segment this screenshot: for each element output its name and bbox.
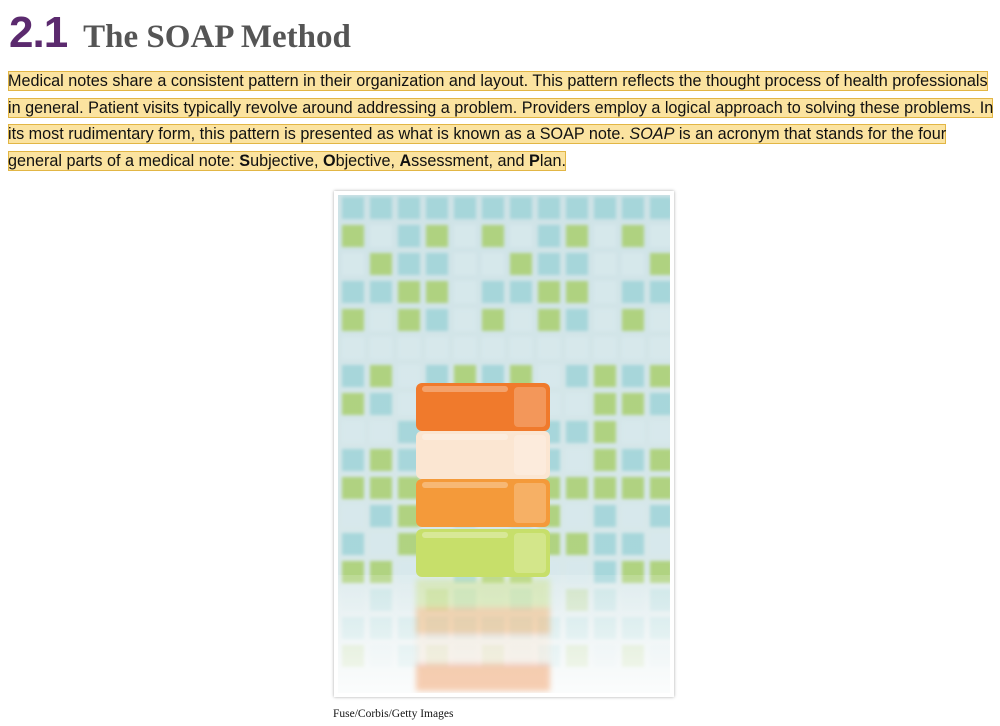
mosaic-tile — [622, 365, 644, 387]
mosaic-tile — [650, 393, 670, 415]
mosaic-tile — [370, 225, 392, 247]
mosaic-tile — [426, 337, 448, 359]
mosaic-tile — [454, 225, 476, 247]
mosaic-tile — [510, 281, 532, 303]
mosaic-tile — [398, 281, 420, 303]
word-subjective-rest: ubjective, — [250, 151, 323, 170]
soap-bar — [416, 529, 550, 577]
mosaic-tile — [426, 309, 448, 331]
mosaic-tile — [342, 281, 364, 303]
mosaic-tile — [370, 281, 392, 303]
mosaic-tile — [370, 337, 392, 359]
mosaic-tile — [622, 225, 644, 247]
mosaic-tile — [510, 253, 532, 275]
mosaic-tile — [538, 309, 560, 331]
mosaic-tile — [622, 337, 644, 359]
letter-p: P — [529, 151, 540, 170]
mosaic-tile — [482, 281, 504, 303]
mosaic-tile — [342, 533, 364, 555]
mosaic-tile — [594, 449, 616, 471]
section-title: The SOAP Method — [83, 19, 351, 55]
word-objective-rest: bjective, — [335, 151, 400, 170]
soap-bar — [416, 383, 550, 431]
soap-bar-shine — [422, 532, 508, 538]
mosaic-tile — [510, 337, 532, 359]
mosaic-tile — [342, 197, 364, 219]
mosaic-tile — [370, 477, 392, 499]
mosaic-tile — [566, 309, 588, 331]
mosaic-tile — [566, 505, 588, 527]
mosaic-tile — [482, 225, 504, 247]
mosaic-tile — [566, 281, 588, 303]
mosaic-tile — [538, 197, 560, 219]
photo-illustration — [338, 195, 670, 693]
mosaic-tile — [594, 477, 616, 499]
soap-bar-shine — [422, 386, 508, 392]
mosaic-tile — [342, 225, 364, 247]
mosaic-tile — [622, 393, 644, 415]
mosaic-tile — [398, 253, 420, 275]
paragraph-text-2: is an acronym that stands for the four general parts of a medical note: — [8, 125, 947, 170]
mosaic-tile — [566, 197, 588, 219]
mosaic-tile — [566, 449, 588, 471]
mosaic-tile — [650, 533, 670, 555]
soap-bar-shine — [422, 482, 508, 488]
mosaic-tile — [566, 337, 588, 359]
mosaic-tile — [398, 309, 420, 331]
mosaic-tile — [650, 309, 670, 331]
mosaic-tile — [622, 197, 644, 219]
mosaic-tile — [566, 421, 588, 443]
mosaic-tile — [398, 365, 420, 387]
mosaic-tile — [510, 309, 532, 331]
mosaic-tile — [398, 337, 420, 359]
mosaic-tile — [566, 253, 588, 275]
mosaic-tile — [538, 253, 560, 275]
mosaic-tile — [594, 253, 616, 275]
mosaic-tile — [482, 337, 504, 359]
mosaic-tile — [454, 253, 476, 275]
soap-bar-side — [514, 533, 546, 573]
mosaic-tile — [622, 421, 644, 443]
highlighted-paragraph[interactable] — [8, 68, 996, 174]
soap-bar — [416, 479, 550, 527]
mosaic-tile — [566, 533, 588, 555]
mosaic-tile — [398, 225, 420, 247]
mosaic-tile — [650, 197, 670, 219]
mosaic-tile — [650, 505, 670, 527]
mosaic-tile — [454, 337, 476, 359]
mosaic-tile — [482, 197, 504, 219]
mosaic-tile — [622, 533, 644, 555]
soap-bars-photo — [334, 191, 674, 697]
mosaic-tile — [370, 309, 392, 331]
mosaic-tile — [594, 393, 616, 415]
mosaic-tile — [426, 225, 448, 247]
letter-a: A — [399, 151, 412, 170]
mosaic-tile — [342, 309, 364, 331]
mosaic-tile — [510, 225, 532, 247]
mosaic-tile — [650, 449, 670, 471]
photo-credit: Fuse/Corbis/Getty Images — [333, 708, 454, 720]
mosaic-tile — [342, 337, 364, 359]
section-number: 2.1 — [9, 8, 68, 57]
mosaic-tile — [594, 505, 616, 527]
mosaic-tile — [566, 365, 588, 387]
mosaic-tile — [622, 253, 644, 275]
mosaic-tile — [426, 281, 448, 303]
mosaic-tile — [426, 253, 448, 275]
mosaic-tile — [622, 505, 644, 527]
mosaic-tile — [342, 477, 364, 499]
mosaic-tile — [342, 393, 364, 415]
mosaic-tile — [454, 309, 476, 331]
mosaic-tile — [538, 281, 560, 303]
mosaic-tile — [622, 477, 644, 499]
mosaic-tile — [594, 281, 616, 303]
mosaic-tile — [482, 309, 504, 331]
mosaic-tile — [650, 477, 670, 499]
mosaic-tile — [594, 197, 616, 219]
mosaic-tile — [594, 225, 616, 247]
soap-bar-side — [514, 435, 546, 475]
mosaic-tile — [538, 337, 560, 359]
section-heading — [9, 8, 351, 58]
mosaic-tile — [594, 365, 616, 387]
mosaic-tile — [622, 449, 644, 471]
mosaic-tile — [650, 253, 670, 275]
mosaic-tile — [454, 197, 476, 219]
soap-bar — [416, 431, 550, 479]
mosaic-tile — [594, 533, 616, 555]
paragraph-text-1: Medical notes share a consistent pattern in their organization and layout. This pattern reflects the thought process of health professionals in general. Patient visits typically revolve around addressing a problem. Providers employ a logical approach to solving these problems. In its most rudimentary form, this pattern is presented as what is known as a SOAP note. — [8, 72, 994, 143]
mosaic-tile — [622, 281, 644, 303]
mosaic-tile — [454, 281, 476, 303]
mosaic-tile — [650, 421, 670, 443]
letter-s: S — [239, 151, 251, 170]
mosaic-tile — [370, 505, 392, 527]
word-plan-rest: lan. — [539, 151, 566, 170]
soap-reflection — [416, 663, 550, 691]
soap-reflection — [416, 579, 550, 607]
soap-bar-shine — [422, 434, 508, 440]
soap-bar-side — [514, 387, 546, 427]
mosaic-tile — [370, 533, 392, 555]
soap-reflection — [416, 607, 550, 635]
soap-bar-side — [514, 483, 546, 523]
mosaic-tile — [342, 365, 364, 387]
mosaic-tile — [370, 197, 392, 219]
letter-o: O — [322, 151, 336, 170]
mosaic-tile — [650, 365, 670, 387]
mosaic-tile — [370, 421, 392, 443]
mosaic-tile — [510, 197, 532, 219]
word-assessment-rest: ssessment, and — [411, 151, 530, 170]
mosaic-tile — [650, 281, 670, 303]
mosaic-tile — [398, 197, 420, 219]
mosaic-tile — [342, 449, 364, 471]
mosaic-tile — [650, 225, 670, 247]
mosaic-tile — [622, 309, 644, 331]
mosaic-tile — [650, 337, 670, 359]
mosaic-tile — [342, 421, 364, 443]
mosaic-tile — [566, 393, 588, 415]
mosaic-tile — [370, 393, 392, 415]
mosaic-tile — [342, 253, 364, 275]
mosaic-tile — [342, 505, 364, 527]
text-highlight[interactable] — [8, 71, 993, 171]
mosaic-tile — [482, 253, 504, 275]
soap-reflection — [416, 635, 550, 663]
mosaic-tile — [426, 197, 448, 219]
mosaic-tile — [594, 337, 616, 359]
mosaic-tile — [370, 449, 392, 471]
mosaic-tile — [370, 365, 392, 387]
mosaic-tile — [538, 225, 560, 247]
mosaic-tile — [370, 253, 392, 275]
mosaic-tile — [594, 309, 616, 331]
mosaic-tile — [566, 225, 588, 247]
mosaic-tile — [566, 477, 588, 499]
mosaic-tile — [594, 421, 616, 443]
soap-acronym: SOAP — [629, 125, 675, 143]
